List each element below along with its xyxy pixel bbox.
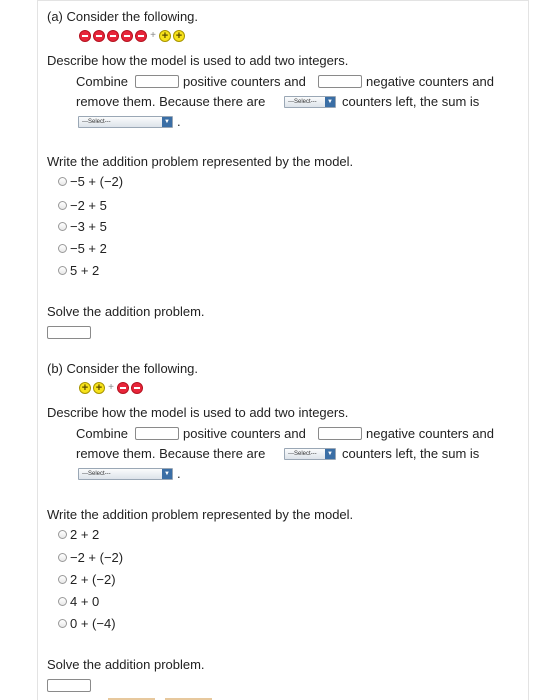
- part-a-combine-label: Combine: [76, 74, 129, 89]
- dropdown-arrow-icon: ▼: [162, 117, 172, 127]
- part-b-option-3-label: 2 + (−2): [70, 572, 116, 587]
- positive-counter-icon: [159, 30, 171, 42]
- negative-counter-icon: [121, 30, 133, 42]
- part-b-counters-left-text: counters left, the sum is: [342, 446, 480, 461]
- part-a-option-2-radio[interactable]: [58, 201, 67, 210]
- part-b-option-2-radio[interactable]: [58, 553, 67, 562]
- negative-counter-icon: [93, 30, 105, 42]
- part-a-option-4-radio[interactable]: [58, 244, 67, 253]
- part-a-write-text: Write the addition problem represented by the model.: [47, 154, 354, 169]
- part-b-counter-model: [79, 381, 143, 395]
- part-b-option-1-radio[interactable]: [58, 530, 67, 539]
- part-a-counters-left-text: counters left, the sum is: [342, 94, 480, 109]
- part-b-write-text: Write the addition problem represented by the model.: [47, 507, 354, 522]
- part-a-option-5-label: 5 + 2: [70, 263, 100, 278]
- dropdown-arrow-icon: ▼: [325, 97, 335, 107]
- dropdown-arrow-icon: ▼: [325, 449, 335, 459]
- positive-counter-icon: [173, 30, 185, 42]
- part-b-counters-left-select[interactable]: [284, 448, 336, 460]
- part-b-negative-count-input[interactable]: [318, 427, 362, 440]
- select-value: ---Select---: [82, 119, 111, 125]
- part-a-negative-text: negative counters and: [366, 74, 494, 89]
- positive-counter-icon: [93, 382, 105, 394]
- part-a-negative-count-input[interactable]: [318, 75, 362, 88]
- plus-sign-icon: +: [108, 382, 114, 393]
- part-b-period: .: [177, 466, 181, 481]
- part-a-option-4-label: −5 + 2: [70, 241, 107, 256]
- part-b-combine-label: Combine: [76, 426, 129, 441]
- part-b-remove-text: remove them. Because there are: [76, 446, 266, 461]
- select-value: ---Select---: [288, 99, 317, 105]
- panel-top-border: [37, 0, 529, 1]
- positive-counter-icon: [79, 382, 91, 394]
- negative-counter-icon: [79, 30, 91, 42]
- part-b-positive-count-input[interactable]: [135, 427, 179, 440]
- part-a-option-1-radio[interactable]: [58, 177, 67, 186]
- part-b-heading: (b) Consider the following.: [47, 361, 199, 376]
- part-b-option-3-radio[interactable]: [58, 575, 67, 584]
- negative-counter-icon: [107, 30, 119, 42]
- part-a-counters-left-select[interactable]: [284, 96, 336, 108]
- part-a-heading: (a) Consider the following.: [47, 9, 199, 24]
- part-b-positive-text: positive counters and: [183, 426, 306, 441]
- part-b-sum-select[interactable]: [78, 468, 173, 480]
- plus-sign-icon: +: [150, 30, 156, 41]
- part-b-option-5-radio[interactable]: [58, 619, 67, 628]
- select-value: ---Select---: [82, 471, 111, 477]
- part-a-positive-text: positive counters and: [183, 74, 306, 89]
- part-a-positive-count-input[interactable]: [135, 75, 179, 88]
- negative-counter-icon: [117, 382, 129, 394]
- part-a-period: .: [177, 114, 181, 129]
- part-b-solve-text: Solve the addition problem.: [47, 657, 205, 672]
- part-b-option-4-label: 4 + 0: [70, 594, 100, 609]
- dropdown-arrow-icon: ▼: [162, 469, 172, 479]
- part-b-describe-text: Describe how the model is used to add two integers.: [47, 405, 349, 420]
- negative-counter-icon: [131, 382, 143, 394]
- part-a-counter-model: [79, 29, 185, 43]
- part-a-sum-select[interactable]: [78, 116, 173, 128]
- part-b-option-5-label: 0 + (−4): [70, 616, 116, 631]
- part-a-remove-text: remove them. Because there are: [76, 94, 266, 109]
- part-a-option-3-radio[interactable]: [58, 222, 67, 231]
- part-a-option-5-radio[interactable]: [58, 266, 67, 275]
- select-value: ---Select---: [288, 451, 317, 457]
- part-b-option-2-label: −2 + (−2): [70, 550, 124, 565]
- part-b-negative-text: negative counters and: [366, 426, 494, 441]
- part-a-option-2-label: −2 + 5: [70, 198, 107, 213]
- part-a-option-1-label: −5 + (−2): [70, 174, 124, 189]
- part-a-option-3-label: −3 + 5: [70, 219, 107, 234]
- part-b-option-1-label: 2 + 2: [70, 527, 100, 542]
- part-b-answer-input[interactable]: [47, 679, 91, 692]
- part-a-answer-input[interactable]: [47, 326, 91, 339]
- part-a-solve-text: Solve the addition problem.: [47, 304, 205, 319]
- part-b-option-4-radio[interactable]: [58, 597, 67, 606]
- negative-counter-icon: [135, 30, 147, 42]
- part-a-describe-text: Describe how the model is used to add two integers.: [47, 53, 349, 68]
